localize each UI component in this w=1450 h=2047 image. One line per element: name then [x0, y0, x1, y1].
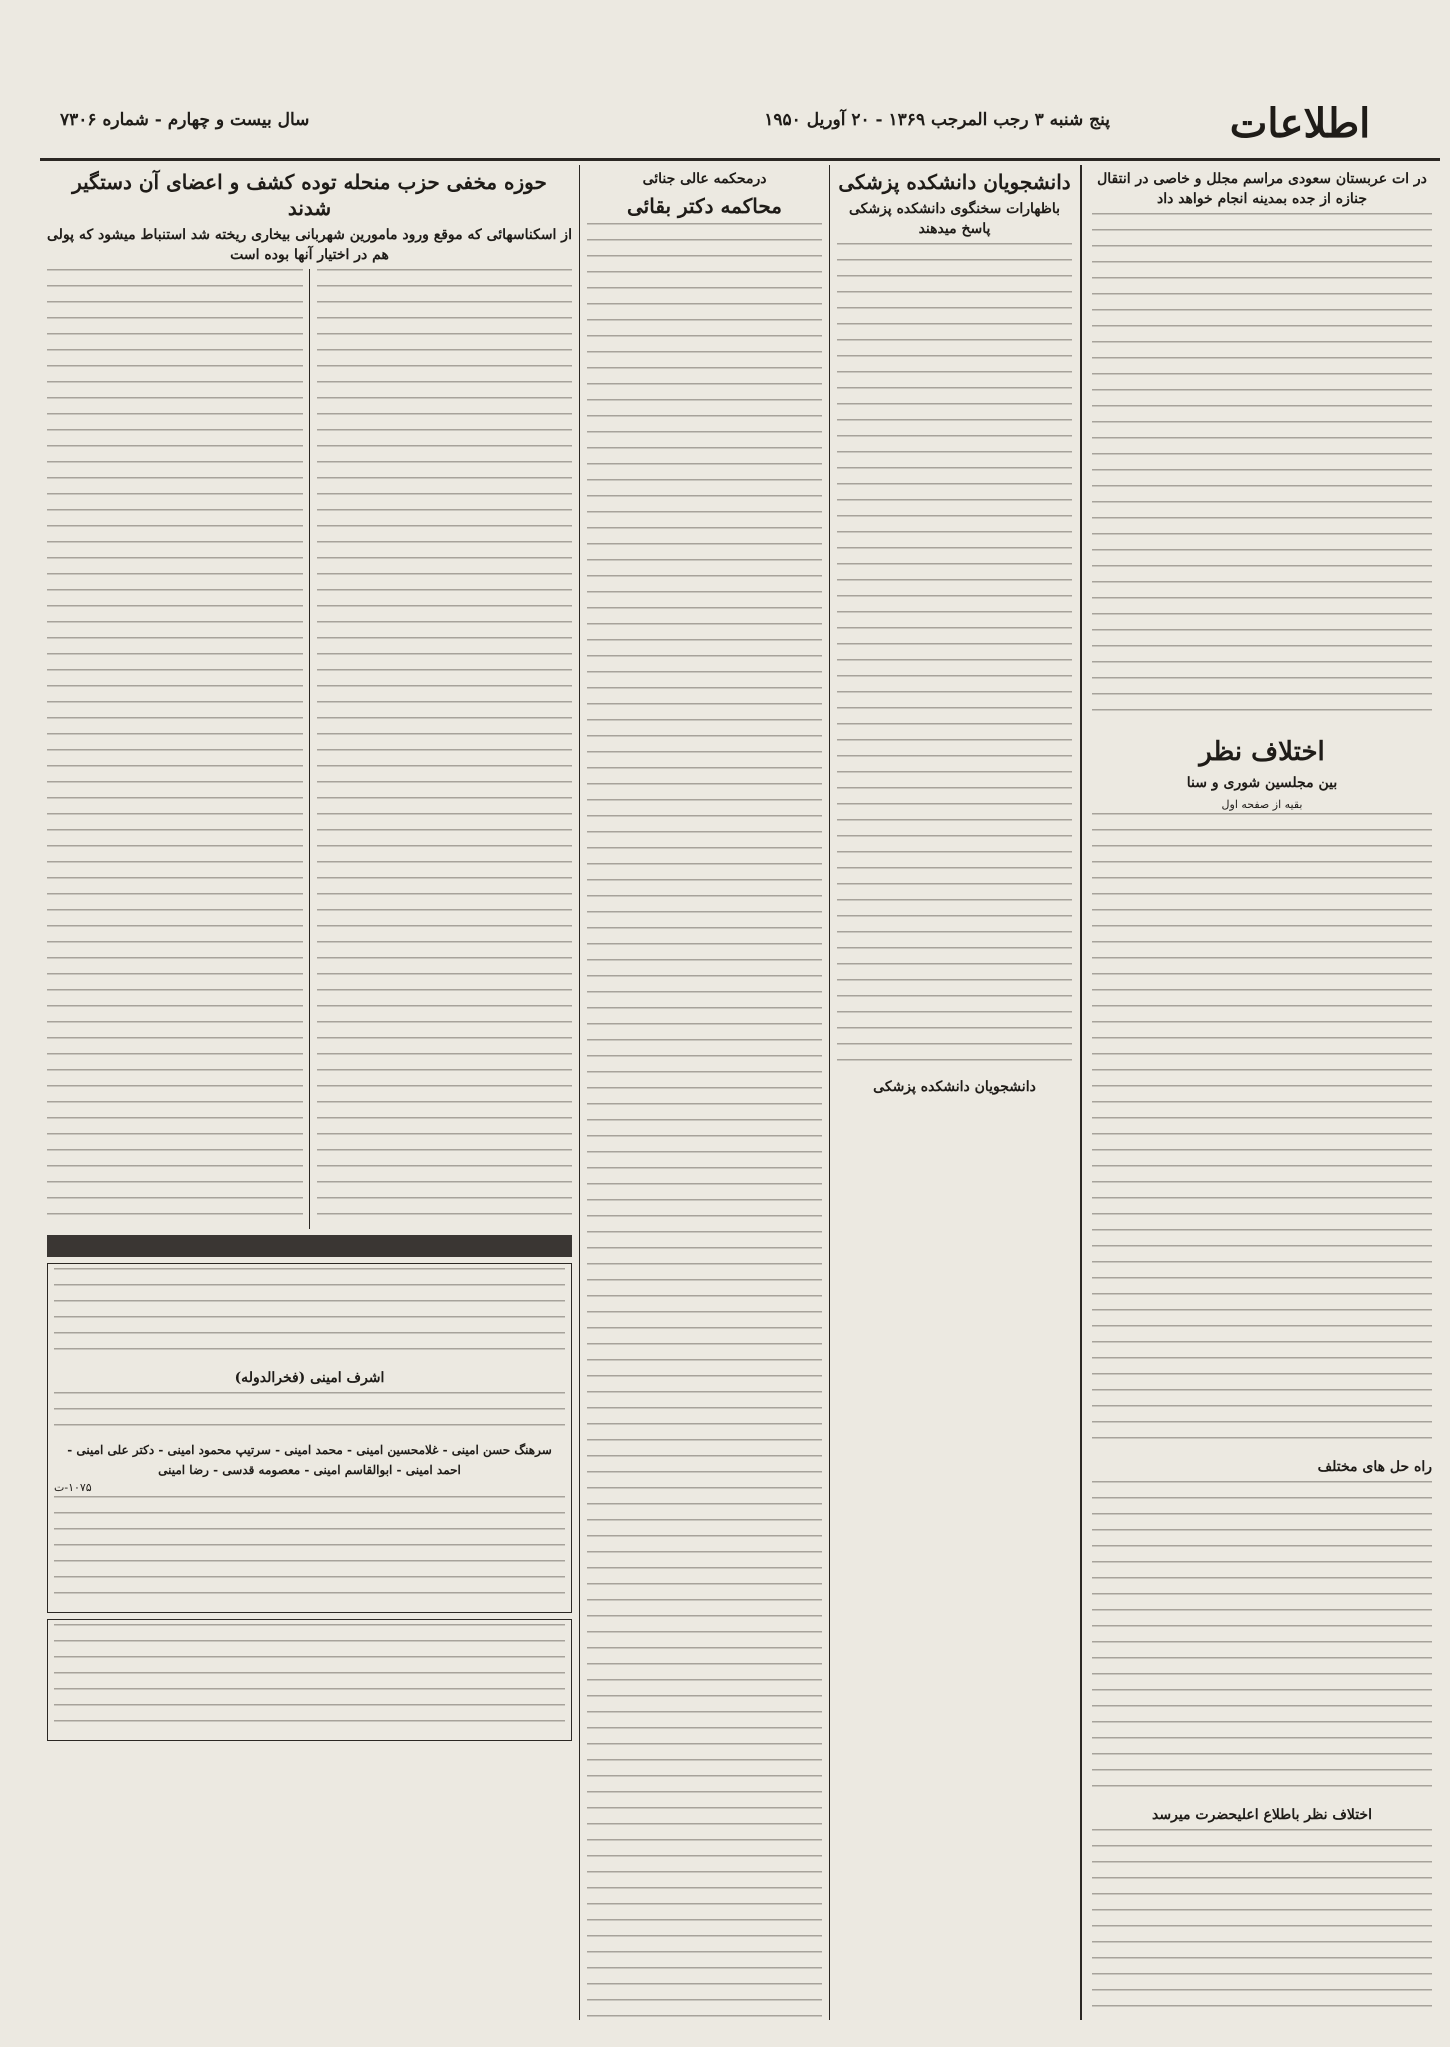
article-body [1092, 1829, 1432, 2020]
article-headline: حوزه مخفی حزب منحله توده کشف و اعضای آن دستگیر شدند [72, 170, 547, 220]
notice-banner [47, 1235, 572, 1257]
article-body [1092, 813, 1432, 1453]
column-4 [47, 165, 572, 2020]
notice-code: ۱۰۷۵-ت [54, 1481, 92, 1494]
column-2 [837, 165, 1072, 2020]
article-body [587, 223, 822, 2020]
issue-number: سال بیست و چهارم - شماره ۷۳۰۶ [60, 110, 310, 130]
notice-title: اشرف امینی (فخرالدوله) [234, 1370, 385, 1386]
column-rule [829, 165, 830, 2020]
article-body [1092, 213, 1432, 725]
article-headline: در ات عربستان سعودی مراسم مجلل و خاصی در انتقال جنازه از جده بمدینه انجام خواهد داد [1097, 171, 1427, 207]
continued-note: بقیه از صفحه اول [1221, 798, 1303, 811]
column-rule [579, 165, 580, 2020]
article-body [837, 243, 1072, 1075]
article-body [1092, 1481, 1432, 1801]
article-subhead: محاکمه دکتر بقائی [627, 194, 782, 218]
masthead [40, 88, 1440, 158]
column-3 [587, 165, 822, 2020]
dateline: پنج شنبه ۳ رجب المرجب ۱۳۶۹ - ۲۰ آوریل ۱۹۵۰ [764, 110, 1110, 130]
section-title: اختلاف نظر [1199, 737, 1325, 767]
notice-box [47, 1619, 572, 1741]
article-headline: دانشجویان دانشکده پزشکی [838, 170, 1071, 194]
section-title: اختلاف نظر باطلاع اعلیحضرت میرسد [1152, 1807, 1372, 1823]
article-subhead: باظهارات سخنگوی دانشکده پزشکی پاسخ میدهند [848, 201, 1061, 237]
article-footer-head: دانشجویان دانشکده پزشکی [873, 1079, 1036, 1095]
newspaper-page [40, 70, 1440, 2030]
masthead-rule [40, 158, 1440, 161]
column-1 [1092, 165, 1432, 2020]
notice-box [47, 1263, 572, 1613]
notice-names: سرهنگ حسن امینی - غلامحسین امینی - محمد امینی - سرتیپ محمود امینی - دکتر علی امینی - احمد امینی - ابوالقاسم امینی - معصومه قدسی - رضا امینی [67, 1443, 552, 1477]
section-title: راه حل های مختلف [1317, 1459, 1432, 1475]
section-subtitle: بین مجلسین شوری و سنا [1186, 775, 1338, 791]
article-body [47, 269, 572, 1229]
newspaper-logo: اطلاعات [1229, 100, 1371, 147]
column-rule [1080, 165, 1082, 2020]
article-subhead: از اسکناسهائی که موقع ورود مامورین شهربانی بیخاری ریخته شد استنباط میشود که پولی هم در اختیار آنها بوده است [47, 227, 572, 263]
article-headline: درمحکمه عالی جنائی [642, 171, 767, 187]
